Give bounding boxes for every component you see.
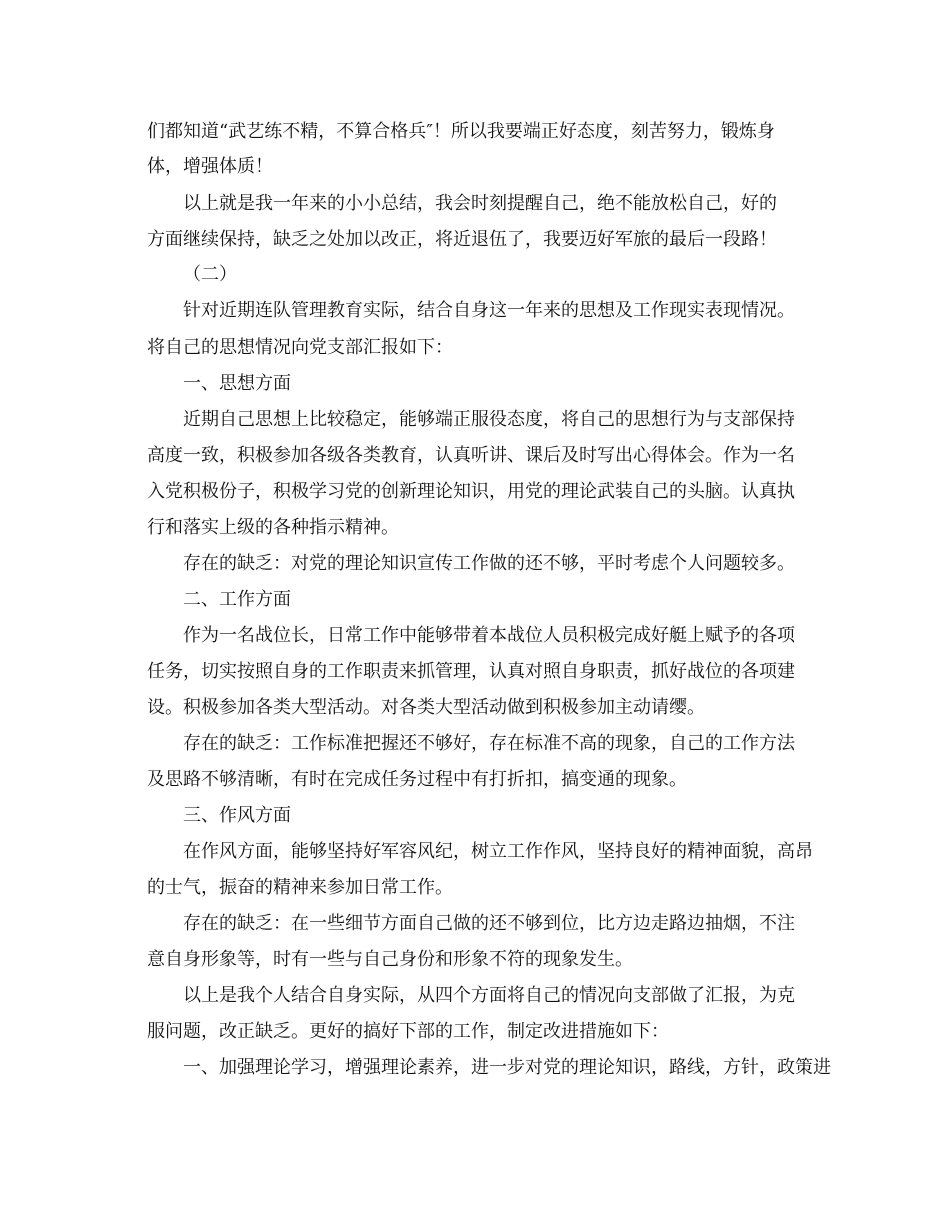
section-heading: 三、作风方面 — [183, 805, 291, 826]
text-line: 体，增强体质！ — [147, 156, 273, 177]
text-line: 及思路不够清晰，有时在完成任务过程中有打折扣，搞变通的现象。 — [147, 769, 687, 790]
text-line: 存在的缺乏：在一些细节方面自己做的还不够到位，比方边走路边抽烟，不注 — [183, 913, 795, 934]
text-line: 设。积极参加各类大型活动。对各类大型活动做到积极参加主动请缨。 — [147, 697, 705, 718]
text-line: 将自己的思想情况向党支部汇报如下： — [147, 337, 453, 358]
text-line: 高度一致，积极参加各级各类教育，认真听讲、课后及时写出心得体会。作为一名 — [147, 445, 795, 466]
section-heading: （二） — [183, 264, 237, 285]
text-line: 以上就是我一年来的小小总结，我会时刻提醒自己，绝不能放松自己，好的 — [183, 193, 777, 214]
text-line: 一、加强理论学习，增强理论素养，进一步对党的理论知识，路线，方针，政策进 — [183, 1057, 831, 1078]
text-line: 服问题，改正缺乏。更好的搞好下部的工作，制定改进措施如下： — [147, 1021, 669, 1042]
text-line: 作为一名战位长，日常工作中能够带着本战位人员积极完成好艇上赋予的各项 — [183, 625, 795, 646]
text-line: 存在的缺乏：对党的理论知识宣传工作做的还不够，平时考虑个人问题较多。 — [183, 553, 795, 574]
text-line: 近期自己思想上比较稳定，能够端正服役态度，将自己的思想行为与支部保持 — [183, 409, 795, 430]
text-line: 方面继续保持，缺乏之处加以改正，将近退伍了，我要迈好军旅的最后一段路！ — [147, 229, 777, 250]
text-line: 意自身形象等，时有一些与自己身份和形象不符的现象发生。 — [147, 949, 633, 970]
section-heading: 二、工作方面 — [183, 589, 291, 610]
text-line: 在作风方面，能够坚持好军容风纪，树立工作作风，坚持良好的精神面貌，高昂 — [183, 841, 813, 862]
text-line: 针对近期连队管理教育实际，结合自身这一年来的思想及工作现实表现情况。 — [183, 300, 795, 321]
text-line: 的士气，振奋的精神来参加日常工作。 — [147, 877, 453, 898]
text-line: 行和落实上级的各种指示精神。 — [147, 517, 399, 538]
section-heading: 一、思想方面 — [183, 373, 291, 394]
text-line: 入党积极份子，积极学习党的创新理论知识，用党的理论武装自己的头脑。认真执 — [147, 481, 795, 502]
text-line: 以上是我个人结合自身实际，从四个方面将自己的情况向支部做了汇报，为克 — [183, 985, 795, 1006]
text-line: 们都知道“武艺练不精，不算合格兵″！所以我要端正好态度，刻苦努力，锻炼身 — [147, 121, 775, 142]
text-line: 任务，切实按照自身的工作职责来抓管理，认真对照自身职责，抓好战位的各项建 — [147, 661, 795, 682]
text-line: 存在的缺乏：工作标准把握还不够好，存在标准不高的现象，自己的工作方法 — [183, 733, 795, 754]
